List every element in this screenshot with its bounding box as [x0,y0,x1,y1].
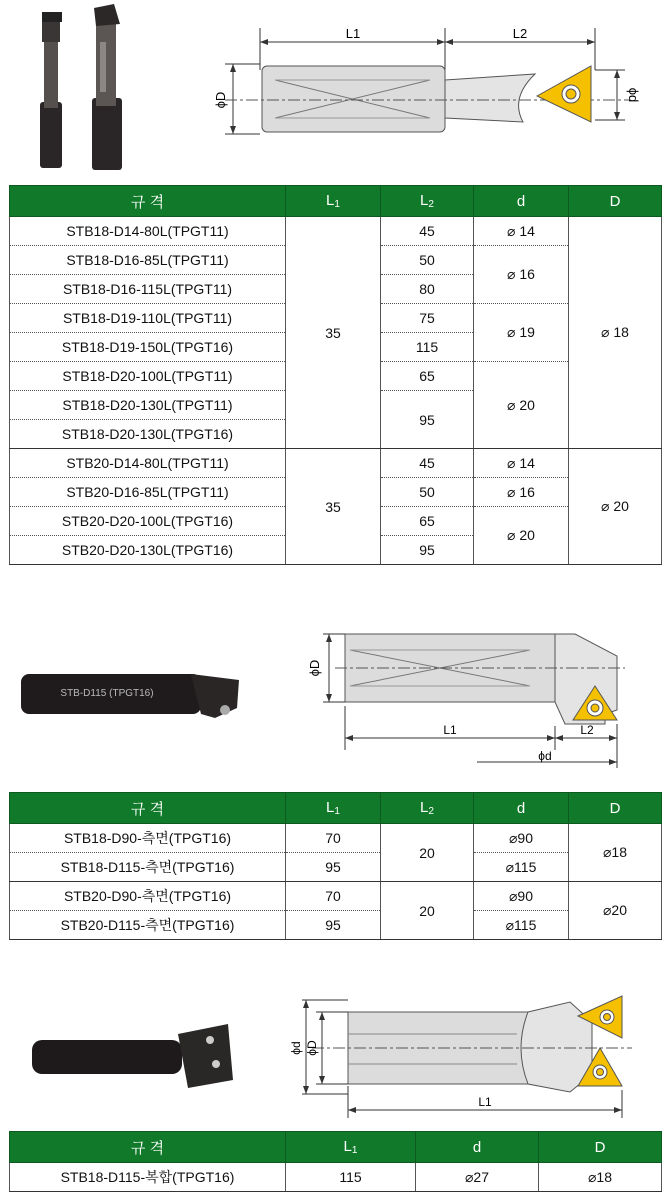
header-spec: 규 격 [10,793,286,824]
D-cell: ⌀18 [569,824,662,882]
l2-cell: 50 [381,246,474,275]
l2-cell: 45 [381,217,474,246]
header-l1: $L_1$ [286,1132,416,1163]
diagram2-l1-label: L1 [443,723,457,737]
header-l1: $L_1$ [286,186,381,217]
header-spec: 규 격 [10,1132,286,1163]
l2-cell: 75 [381,304,474,333]
D-cell: ⌀ 18 [569,217,662,449]
model-cell: STB18-D115-측면(TPGT16) [10,853,286,882]
diagram1-l2-label: L2 [512,26,528,41]
diagram-straight-boring-bar [205,20,645,150]
header-l2: $L_2$ [381,186,474,217]
model-cell: STB20-D16-85L(TPGT11) [10,478,286,507]
d-cell: ⌀115 [474,911,569,940]
l2-cell: 80 [381,275,474,304]
model-cell: STB18-D14-80L(TPGT11) [10,217,286,246]
d-cell: ⌀ 16 [474,478,569,507]
l2-cell: 65 [381,507,474,536]
model-cell: STB20-D115-측면(TPGT16) [10,911,286,940]
d-cell: ⌀ 20 [474,362,569,449]
model-cell: STB18-D20-130L(TPGT16) [10,420,286,449]
l2-cell: 65 [381,362,474,391]
header-D: D [569,793,662,824]
diagram3-D-label: ϕD [305,1040,319,1056]
header-D: D [539,1132,662,1163]
d-cell: ⌀90 [474,882,569,911]
d-cell: ⌀ 16 [474,246,569,304]
header-l2: $L_2$ [381,793,474,824]
model-cell: STB20-D20-100L(TPGT16) [10,507,286,536]
model-cell: STB18-D20-130L(TPGT11) [10,391,286,420]
model-cell: STB18-D90-측면(TPGT16) [10,824,286,853]
diagram2-D-label: ϕD [307,659,322,677]
spec-table-straight [9,185,662,565]
header-D: D [569,186,662,217]
model-cell: STB18-D115-복합(TPGT16) [10,1163,286,1192]
diagram1-d-label: ϕd [626,87,641,103]
model-cell: STB20-D14-80L(TPGT11) [10,449,286,478]
diagram3-d-label: ϕd [289,1041,303,1055]
d-cell: ⌀ 14 [474,217,569,246]
l1-cell: 70 [286,824,381,853]
l2-cell: 20 [381,824,474,882]
l2-cell: 20 [381,882,474,940]
tool-photo-combo [28,1018,238,1098]
l2-cell: 50 [381,478,474,507]
l2-cell: 95 [381,391,474,449]
D-cell: ⌀18 [539,1163,662,1192]
spec-table-side [9,792,662,940]
tool2-photo-marking: STB-D115 (TPGT16) [60,688,154,699]
spec-table-combo [9,1131,662,1192]
diagram-combo-boring-bar [289,994,642,1120]
d-cell: ⌀ 14 [474,449,569,478]
header-l1: $L_1$ [286,793,381,824]
d-cell: ⌀27 [416,1163,539,1192]
diagram3-l1-label: L1 [478,1095,492,1109]
diagram1-D-label: ϕD [213,91,228,109]
tool-photo-side [15,660,245,730]
model-cell: STB20-D90-측면(TPGT16) [10,882,286,911]
D-cell: ⌀20 [569,882,662,940]
model-cell: STB18-D19-150L(TPGT16) [10,333,286,362]
l1-cell: 35 [286,217,381,449]
l2-cell: 95 [381,536,474,565]
model-cell: STB18-D16-115L(TPGT11) [10,275,286,304]
diagram2-l2-label: L2 [580,723,594,737]
header-d: d [474,793,569,824]
header-d: d [416,1132,539,1163]
D-cell: ⌀ 20 [569,449,662,565]
model-cell: STB18-D20-100L(TPGT11) [10,362,286,391]
d-cell: ⌀90 [474,824,569,853]
diagram1-l1-label: L1 [345,26,361,41]
d-cell: ⌀ 19 [474,304,569,362]
l1-cell: 115 [286,1163,416,1192]
l1-cell: 95 [286,853,381,882]
l2-cell: 115 [381,333,474,362]
model-cell: STB20-D20-130L(TPGT16) [10,536,286,565]
l1-cell: 95 [286,911,381,940]
model-cell: STB18-D16-85L(TPGT11) [10,246,286,275]
l1-cell: 70 [286,882,381,911]
d-cell: ⌀115 [474,853,569,882]
diagram-side-boring-bar [305,628,635,770]
l2-cell: 45 [381,449,474,478]
header-d: d [474,186,569,217]
tool-photo-straight [30,2,140,174]
model-cell: STB18-D19-110L(TPGT11) [10,304,286,333]
diagram2-d-label: ϕd [538,749,552,763]
d-cell: ⌀ 20 [474,507,569,565]
l1-cell: 35 [286,449,381,565]
header-spec: 규 격 [10,186,286,217]
